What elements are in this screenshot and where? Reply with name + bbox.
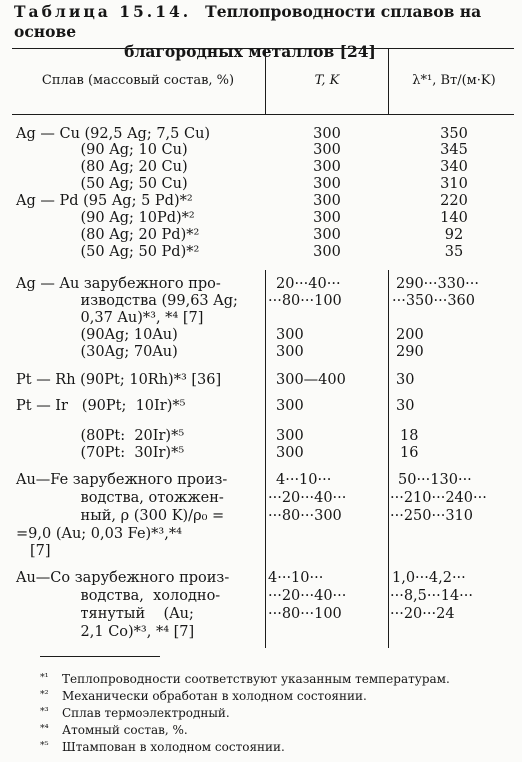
row-3-alloy: (80 Ag; 20 Cu) [16,159,188,175]
row-7-alloy: (80 Ag; 20 Pd)*² [16,227,200,243]
row-8-temperature: 300 [313,244,341,260]
row-17-conductivity: 16 [400,445,419,461]
row-9-alloy: Ag — Au зарубежного про- [16,276,221,292]
row-6-temperature: 300 [313,210,341,226]
footnotes [40,670,520,755]
body-column-divider-2 [388,270,389,648]
row-24-alloy: водства, холодно- [16,588,221,604]
row-16-alloy: (80Pt: 20Ir)*⁵ [16,428,185,444]
row-22-alloy: [7] [30,543,51,559]
row-21-alloy: =9,0 (Au; 0,03 Fe)*³,*⁴ [16,526,182,542]
footnote-text: Штампован в холодном состоянии. [62,740,285,754]
row-6-alloy: (90 Ag; 10Pd)*² [16,210,195,226]
table-title-line-1: Теплопроводности сплавов на основе [14,2,482,41]
row-2-conductivity: 345 [440,142,468,158]
header-column-divider-1 [265,48,266,114]
header-column-divider-2 [388,48,389,114]
row-4-alloy: (50 Ag; 50 Cu) [16,176,188,192]
row-25-alloy: тянутый (Au; [16,606,194,622]
table-number: Таблица 15.14. [14,2,192,21]
row-15-temperature: 300 [276,398,304,414]
row-17-alloy: (70Pt: 30Ir)*⁵ [16,445,185,461]
row-2-alloy: (90 Ag; 10 Cu) [16,142,188,158]
row-19-alloy: водства, отожжен- [16,490,224,506]
row-18-conductivity: 50···130··· [398,472,472,488]
row-20-temperature: ···80···300 [268,508,342,524]
footnote-mark: *² [40,689,49,700]
row-19-temperature: ···20···40··· [268,490,347,506]
row-1-temperature: 300 [313,126,341,142]
row-23-alloy: Au—Co зарубежного произ- [16,570,230,586]
table-title-line-2: благородных металлов [24] [124,42,376,61]
row-8-alloy: (50 Ag; 50 Pd)*² [16,244,200,260]
row-10-temperature: ···80···100 [268,293,342,309]
footnote-5 [40,738,520,755]
row-16-conductivity: 18 [400,428,419,444]
header-alloy: Сплав (массовый состав, %) [41,73,235,88]
row-13-temperature: 300 [276,344,304,360]
footnote-2 [40,687,520,704]
table-top-rule [12,48,514,49]
row-14-alloy: Pt — Rh (90Pt; 10Rh)*³ [36] [16,372,222,388]
row-15-conductivity: 30 [396,398,415,414]
row-7-conductivity: 92 [444,227,464,243]
row-10-alloy: изводства (99,63 Ag; [16,293,238,309]
row-20-conductivity: ···250···310 [390,508,474,524]
row-2-temperature: 300 [313,142,341,158]
row-16-temperature: 300 [276,428,304,444]
row-13-alloy: (30Ag; 70Au) [16,344,178,360]
footnote-mark: *³ [40,706,49,717]
body-column-divider-1 [265,270,266,648]
row-12-temperature: 300 [276,327,304,343]
header-conductivity: λ*¹, Вт/(м·K) [412,73,496,88]
row-14-conductivity: 30 [396,372,415,388]
row-25-temperature: ···80···100 [268,606,342,622]
row-7-temperature: 300 [313,227,341,243]
row-17-temperature: 300 [276,445,304,461]
row-23-temperature: 4···10··· [268,570,324,586]
row-6-conductivity: 140 [440,210,468,226]
row-24-temperature: ···20···40··· [268,588,347,604]
row-19-conductivity: ···210···240··· [390,490,487,506]
row-26-alloy: 2,1 Co)*³, *⁴ [7] [16,624,195,640]
row-8-conductivity: 35 [444,244,464,260]
caption-line-1 [14,2,514,42]
row-11-alloy: 0,37 Au)*³, *⁴ [7] [16,310,204,326]
row-4-temperature: 300 [313,176,341,192]
row-5-temperature: 300 [313,193,341,209]
table-caption [14,2,514,61]
row-4-conductivity: 310 [440,176,468,192]
row-13-conductivity: 290 [396,344,424,360]
footnote-4 [40,721,520,738]
footnote-mark: *⁴ [40,723,49,734]
footnote-text: Механически обработан в холодном состоянии. [62,689,367,703]
row-1-conductivity: 350 [440,126,468,142]
row-18-alloy: Au—Fe зарубежного произ- [16,472,228,488]
footnote-mark: *¹ [40,672,49,683]
footnote-rule [40,656,160,657]
row-9-temperature: 20···40··· [276,276,341,292]
footnote-text: Теплопроводности соответствуют указанным температурам. [62,672,450,686]
row-14-temperature: 300—400 [276,372,346,388]
row-20-alloy: ный, ρ (300 K)/ρ₀ = [16,508,225,524]
row-12-alloy: (90Ag; 10Au) [16,327,178,343]
row-5-alloy: Ag — Pd (95 Ag; 5 Pd)*² [16,193,193,209]
footnote-text: Атомный состав, %. [62,723,188,737]
row-12-conductivity: 200 [396,327,424,343]
row-3-temperature: 300 [313,159,341,175]
header-temperature: T, K [314,73,340,88]
row-5-conductivity: 220 [440,193,468,209]
row-1-alloy: Ag — Cu (92,5 Ag; 7,5 Cu) [16,126,211,142]
row-3-conductivity: 340 [440,159,468,175]
footnote-3 [40,704,520,721]
row-9-conductivity: 290···330··· [396,276,480,292]
row-25-conductivity: ···20···24 [390,606,455,622]
header-bottom-rule [12,114,514,115]
row-10-conductivity: ···350···360 [392,293,476,309]
footnote-text: Сплав термоэлектродный. [62,706,230,720]
footnote-mark: *⁵ [40,740,49,751]
row-23-conductivity: 1,0···4,2··· [392,570,466,586]
row-24-conductivity: ···8,5···14··· [390,588,473,604]
row-15-alloy: Pt — Ir (90Pt; 10Ir)*⁵ [16,398,186,414]
row-18-temperature: 4···10··· [276,472,332,488]
footnote-1 [40,670,520,687]
